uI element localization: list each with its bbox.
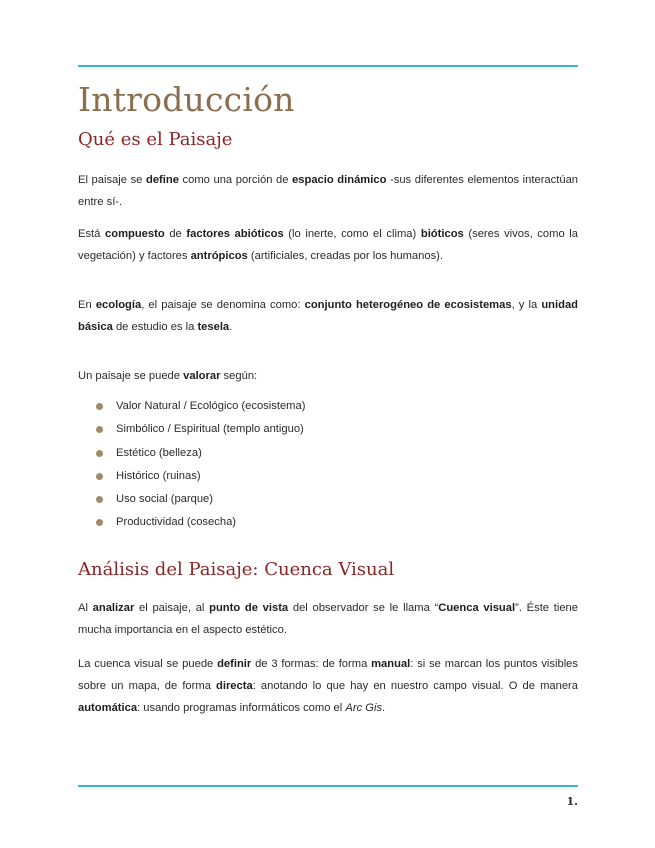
page-title: Introducción [78,80,295,119]
valuation-list [78,395,578,535]
bullet-icon [96,403,103,410]
bullet-icon [96,426,103,433]
bullet-icon [96,496,103,503]
top-divider [78,65,578,67]
paragraph-composition: Está compuesto de factores abióticos (lo inerte, como el clima) bióticos (seres vivos, como la vegetación) y factores antrópicos (artificiales, creadas por los humanos). [78,228,578,262]
list-item: Valor Natural / Ecológico (ecosistema) [78,395,578,418]
page-number: 1. [566,795,578,808]
paragraph-ecology: En ecología, el paisaje se denomina como: conjunto heterogéneo de ecosistemas, y la unidad básica de estudio es la tesela. [78,299,579,333]
list-item: Histórico (ruinas) [78,465,578,488]
document-body [78,74,578,719]
section-heading-cuenca-visual: Análisis del Paisaje: Cuenca Visual [78,558,395,580]
list-item: Uso social (parque) [78,488,578,511]
list-item: Estético (belleza) [78,442,578,465]
section-heading-paisaje: Qué es el Paisaje [78,129,233,150]
bullet-icon [96,450,103,457]
paragraph-cuenca-definition: Al analizar el paisaje, al punto de vista del observador se le llama “Cuenca visual”. Éste tiene mucha importancia en el aspecto estético. [78,601,578,636]
bullet-icon [96,473,103,480]
paragraph-valuation-intro: Un paisaje se puede valorar según: [78,370,258,382]
paragraph-cuenca-methods: La cuenca visual se puede definir de 3 formas: de forma manual: si se marcan los puntos visibles sobre un mapa, de forma directa: anotando lo que hay en nuestro campo visual. O de manera automática: usando programas informáticos como el Arc Gis. [78,657,578,714]
bullet-icon [96,519,103,526]
paragraph-definition: El paisaje se define como una porción de espacio dinámico -sus diferentes elementos interactúan entre sí-. [78,174,579,208]
list-item: Productividad (cosecha) [78,511,578,534]
list-item: Simbólico / Espiritual (templo antiguo) [78,418,578,441]
bottom-divider [78,785,578,787]
